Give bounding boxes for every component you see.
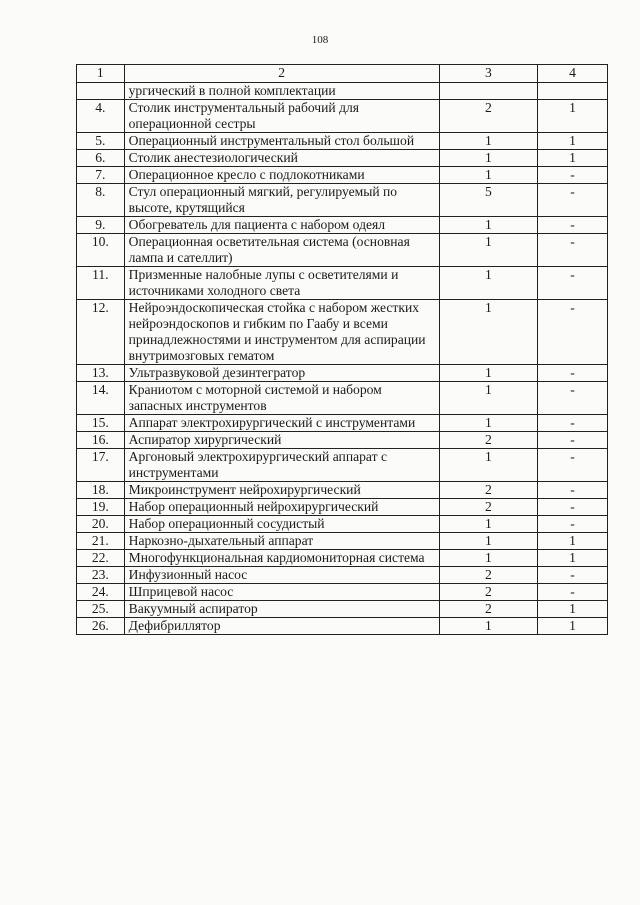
row-quantity: 2 — [439, 499, 537, 516]
row-number: 5. — [77, 133, 125, 150]
table-row — [77, 382, 608, 415]
row-extra: 1 — [538, 100, 608, 133]
row-name: Инфузионный насос — [124, 567, 439, 584]
table-row — [77, 100, 608, 133]
row-name: Многофункциональная кардиомониторная система — [124, 550, 439, 567]
table-row — [77, 267, 608, 300]
table-row — [77, 550, 608, 567]
row-number: 6. — [77, 150, 125, 167]
row-name: Операционный инструментальный стол большой — [124, 133, 439, 150]
row-name: Обогреватель для пациента с набором одеял — [124, 217, 439, 234]
row-name: Операционная осветительная система (основная лампа и сателлит) — [124, 234, 439, 267]
row-name: Столик инструментальный рабочий для операционной сестры — [124, 100, 439, 133]
row-extra: - — [538, 267, 608, 300]
row-extra — [538, 83, 608, 100]
table-row — [77, 432, 608, 449]
table-header-row — [77, 65, 608, 83]
row-name: Операционное кресло с подлокотниками — [124, 167, 439, 184]
row-quantity: 1 — [439, 533, 537, 550]
row-quantity: 1 — [439, 365, 537, 382]
table-row — [77, 618, 608, 635]
row-quantity: 2 — [439, 432, 537, 449]
header-col-1: 1 — [77, 65, 125, 83]
row-number: 7. — [77, 167, 125, 184]
row-name: Вакуумный аспиратор — [124, 601, 439, 618]
row-number: 15. — [77, 415, 125, 432]
row-quantity: 1 — [439, 167, 537, 184]
row-number: 11. — [77, 267, 125, 300]
row-quantity: 1 — [439, 382, 537, 415]
row-quantity: 1 — [439, 516, 537, 533]
row-extra: - — [538, 499, 608, 516]
row-name: ургический в полной комплектации — [124, 83, 439, 100]
row-extra: - — [538, 382, 608, 415]
row-number: 16. — [77, 432, 125, 449]
row-quantity: 2 — [439, 584, 537, 601]
row-extra: 1 — [538, 133, 608, 150]
row-name: Столик анестезиологический — [124, 150, 439, 167]
row-number: 9. — [77, 217, 125, 234]
page-number: 108 — [311, 34, 329, 46]
row-quantity: 5 — [439, 184, 537, 217]
row-number: 26. — [77, 618, 125, 635]
table-row — [77, 516, 608, 533]
row-extra: - — [538, 482, 608, 499]
row-quantity: 1 — [439, 449, 537, 482]
row-extra: - — [538, 184, 608, 217]
row-quantity: 1 — [439, 300, 537, 365]
row-number: 18. — [77, 482, 125, 499]
row-quantity: 1 — [439, 618, 537, 635]
row-name: Аспиратор хирургический — [124, 432, 439, 449]
row-name: Дефибриллятор — [124, 618, 439, 635]
table-row — [77, 601, 608, 618]
row-number: 21. — [77, 533, 125, 550]
row-number: 19. — [77, 499, 125, 516]
table-row — [77, 234, 608, 267]
row-extra: - — [538, 167, 608, 184]
row-name: Набор операционный сосудистый — [124, 516, 439, 533]
header-col-3: 3 — [439, 65, 537, 83]
row-extra: - — [538, 567, 608, 584]
row-name: Аргоновый электрохирургический аппарат с инструментами — [124, 449, 439, 482]
row-quantity: 1 — [439, 267, 537, 300]
row-number: 13. — [77, 365, 125, 382]
table-row — [77, 184, 608, 217]
row-quantity: 1 — [439, 133, 537, 150]
row-extra: - — [538, 449, 608, 482]
row-number: 23. — [77, 567, 125, 584]
row-name: Наркозно-дыхательный аппарат — [124, 533, 439, 550]
row-quantity: 2 — [439, 482, 537, 499]
row-number: 4. — [77, 100, 125, 133]
row-number: 14. — [77, 382, 125, 415]
row-number: 17. — [77, 449, 125, 482]
row-number: 25. — [77, 601, 125, 618]
row-number — [77, 83, 125, 100]
table-row — [77, 300, 608, 365]
row-number: 24. — [77, 584, 125, 601]
row-quantity — [439, 83, 537, 100]
row-quantity: 2 — [439, 601, 537, 618]
row-quantity: 2 — [439, 567, 537, 584]
table-row — [77, 83, 608, 100]
row-number: 8. — [77, 184, 125, 217]
row-number: 10. — [77, 234, 125, 267]
table-row — [77, 499, 608, 516]
table-row — [77, 567, 608, 584]
row-extra: - — [538, 584, 608, 601]
table-row — [77, 482, 608, 499]
row-extra: 1 — [538, 601, 608, 618]
row-extra: 1 — [538, 618, 608, 635]
row-name: Краниотом с моторной системой и набором запасных инструментов — [124, 382, 439, 415]
header-col-2: 2 — [124, 65, 439, 83]
table-row — [77, 584, 608, 601]
row-extra: - — [538, 432, 608, 449]
row-number: 22. — [77, 550, 125, 567]
row-name: Нейроэндоскопическая стойка с набором жестких нейроэндоскопов и гибким по Гаабу и всеми принадлежностями и инструментом для аспирации внутримозговых гематом — [124, 300, 439, 365]
equipment-table — [76, 64, 608, 635]
row-quantity: 1 — [439, 234, 537, 267]
table-row — [77, 449, 608, 482]
row-extra: 1 — [538, 550, 608, 567]
table-row — [77, 365, 608, 382]
header-col-4: 4 — [538, 65, 608, 83]
row-extra: - — [538, 234, 608, 267]
row-extra: - — [538, 516, 608, 533]
table-row — [77, 167, 608, 184]
row-quantity: 1 — [439, 415, 537, 432]
row-quantity: 2 — [439, 100, 537, 133]
row-name: Аппарат электрохирургический с инструментами — [124, 415, 439, 432]
table-row — [77, 533, 608, 550]
row-extra: - — [538, 365, 608, 382]
row-name: Шприцевой насос — [124, 584, 439, 601]
row-quantity: 1 — [439, 217, 537, 234]
row-quantity: 1 — [439, 550, 537, 567]
row-extra: 1 — [538, 150, 608, 167]
row-quantity: 1 — [439, 150, 537, 167]
row-number: 20. — [77, 516, 125, 533]
table-row — [77, 217, 608, 234]
table-row — [77, 150, 608, 167]
table-row — [77, 133, 608, 150]
row-extra: - — [538, 217, 608, 234]
row-name: Стул операционный мягкий, регулируемый по высоте, крутящийся — [124, 184, 439, 217]
row-extra: 1 — [538, 533, 608, 550]
row-name: Ультразвуковой дезинтегратор — [124, 365, 439, 382]
row-extra: - — [538, 415, 608, 432]
table-row — [77, 415, 608, 432]
row-name: Набор операционный нейрохирургический — [124, 499, 439, 516]
row-name: Призменные налобные лупы с осветителями и источниками холодного света — [124, 267, 439, 300]
row-name: Микроинструмент нейрохирургический — [124, 482, 439, 499]
row-number: 12. — [77, 300, 125, 365]
row-extra: - — [538, 300, 608, 365]
